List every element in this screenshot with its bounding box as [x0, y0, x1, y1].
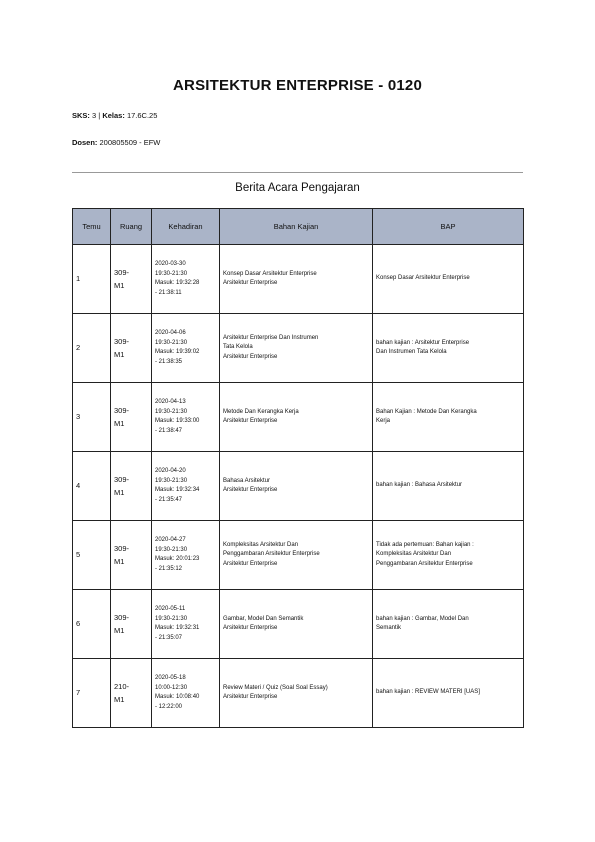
bap-cell — [373, 521, 524, 590]
kelas-value: 17.6C.25 — [126, 111, 158, 120]
table-row — [73, 590, 524, 659]
temu-cell — [73, 383, 111, 452]
bap-cell — [373, 383, 524, 452]
bap-cell-text: bahan kajian : Gambar, Model Dan Semantik — [376, 615, 469, 631]
bap-cell-text: bahan kajian : Arsitektur Enterprise Dan Instrumen Tata Kelola — [376, 339, 470, 355]
temu-cell-text: 7 — [76, 688, 81, 698]
temu-cell-text: 2 — [76, 343, 81, 353]
temu-cell — [73, 659, 111, 728]
table-row — [73, 659, 524, 728]
bap-cell — [373, 314, 524, 383]
table-header-row — [73, 209, 524, 245]
ruang-cell — [111, 521, 152, 590]
dosen-label: Dosen: — [72, 138, 98, 147]
section-title: Berita Acara Pengajaran — [235, 182, 360, 194]
document-title: ARSITEKTUR ENTERPRISE - 0120 — [173, 77, 422, 94]
lecturer-info — [72, 138, 160, 147]
bahan-kajian-cell — [220, 590, 373, 659]
divider — [72, 172, 523, 173]
kehadiran-cell-text: 2020-04-13 19:30-21:30 Masuk: 19:33:00 - 21:38:47 — [155, 399, 200, 434]
bap-cell-text: Tidak ada pertemuan: Bahan kajian : Kompleksitas Arsitektur Dan Penggambaran Arsitektur Enterprise — [376, 541, 474, 567]
table-row — [73, 452, 524, 521]
kehadiran-cell-text: 2020-05-18 10:00-12:30 Masuk: 10:08:40 - 12:22:00 — [155, 675, 200, 710]
kehadiran-cell — [152, 590, 220, 659]
table-row — [73, 383, 524, 452]
class-info — [72, 111, 157, 120]
table-row — [73, 521, 524, 590]
ruang-cell-text: 309- M1 — [114, 406, 130, 428]
sks-value: 3 — [92, 111, 97, 120]
ruang-cell-text: 309- M1 — [114, 475, 130, 497]
bahan-kajian-cell-text: Metode Dan Kerangka Kerja Arsitektur Enterprise — [223, 408, 299, 424]
temu-cell — [73, 245, 111, 314]
temu-cell-text: 3 — [76, 412, 81, 422]
header-bahan-kajian: Bahan Kajian — [220, 209, 373, 245]
ruang-cell-text: 210- M1 — [114, 682, 130, 704]
temu-cell-text: 4 — [76, 481, 81, 491]
bahan-kajian-cell-text: Konsep Dasar Arsitektur Enterprise Arsitektur Enterprise — [223, 270, 317, 286]
kehadiran-cell — [152, 452, 220, 521]
ruang-cell-text: 309- M1 — [114, 544, 130, 566]
kehadiran-cell — [152, 521, 220, 590]
bahan-kajian-cell — [220, 383, 373, 452]
header-ruang: Ruang — [111, 209, 152, 245]
separator: | — [98, 111, 101, 120]
bap-cell-text: Bahan Kajian : Metode Dan Kerangka Kerja — [376, 408, 477, 424]
bahan-kajian-cell-text: Bahasa Arsitektur Arsitektur Enterprise — [223, 477, 278, 493]
kelas-label: Kelas: — [102, 111, 125, 120]
bahan-kajian-cell-text: Kompleksitas Arsitektur Dan Penggambaran Arsitektur Enterprise Arsitektur Enterprise — [223, 541, 320, 567]
bahan-kajian-cell-text: Arsitektur Enterprise Dan Instrumen Tata Kelola Arsitektur Enterprise — [223, 334, 319, 360]
table-row — [73, 314, 524, 383]
kehadiran-cell-text: 2020-04-06 19:30-21:30 Masuk: 19:39:02 - 21:38:35 — [155, 330, 200, 365]
bahan-kajian-cell-text: Gambar, Model Dan Semantik Arsitektur Enterprise — [223, 615, 304, 631]
bap-cell — [373, 452, 524, 521]
kehadiran-cell-text: 2020-03-30 19:30-21:30 Masuk: 19:32:28 - 21:38:11 — [155, 261, 200, 296]
ruang-cell-text: 309- M1 — [114, 268, 130, 290]
table-row — [73, 245, 524, 314]
bap-cell — [373, 245, 524, 314]
ruang-cell-text: 309- M1 — [114, 337, 130, 359]
temu-cell — [73, 452, 111, 521]
kehadiran-cell — [152, 383, 220, 452]
kehadiran-cell-text: 2020-04-20 19:30-21:30 Masuk: 19:32:34 - 21:35:47 — [155, 468, 200, 503]
dosen-value: 200805509 - EFW — [99, 138, 161, 147]
temu-cell — [73, 590, 111, 659]
ruang-cell — [111, 314, 152, 383]
kehadiran-cell-text: 2020-05-11 19:30-21:30 Masuk: 19:32:31 - 21:35:07 — [155, 606, 200, 641]
header-bap: BAP — [373, 209, 524, 245]
ruang-cell-text: 309- M1 — [114, 613, 130, 635]
bap-cell-text: bahan kajian : REVIEW MATERI [UAS] — [376, 689, 480, 696]
bap-cell — [373, 590, 524, 659]
bap-cell-text: Konsep Dasar Arsitektur Enterprise — [376, 275, 470, 282]
temu-cell-text: 1 — [76, 274, 81, 284]
temu-cell — [73, 314, 111, 383]
ruang-cell — [111, 590, 152, 659]
bahan-kajian-cell — [220, 314, 373, 383]
bahan-kajian-cell — [220, 659, 373, 728]
temu-cell — [73, 521, 111, 590]
ruang-cell — [111, 245, 152, 314]
ruang-cell — [111, 383, 152, 452]
bahan-kajian-cell — [220, 452, 373, 521]
header-kehadiran: Kehadiran — [152, 209, 220, 245]
bahan-kajian-cell-text: Review Materi / Quiz (Soal Soal Essay) Arsitektur Enterprise — [223, 684, 328, 700]
ruang-cell — [111, 452, 152, 521]
header-temu: Temu — [73, 209, 111, 245]
kehadiran-cell-text: 2020-04-27 19:30-21:30 Masuk: 20:01:23 - 21:35:12 — [155, 537, 200, 572]
ruang-cell — [111, 659, 152, 728]
bap-cell — [373, 659, 524, 728]
bahan-kajian-cell — [220, 245, 373, 314]
kehadiran-cell — [152, 245, 220, 314]
kehadiran-cell — [152, 314, 220, 383]
temu-cell-text: 5 — [76, 550, 81, 560]
bahan-kajian-cell — [220, 521, 373, 590]
bap-cell-text: bahan kajian : Bahasa Arsitektur — [376, 482, 463, 489]
kehadiran-cell — [152, 659, 220, 728]
sks-label: SKS: — [72, 111, 90, 120]
teaching-record-table — [72, 208, 524, 728]
temu-cell-text: 6 — [76, 619, 81, 629]
